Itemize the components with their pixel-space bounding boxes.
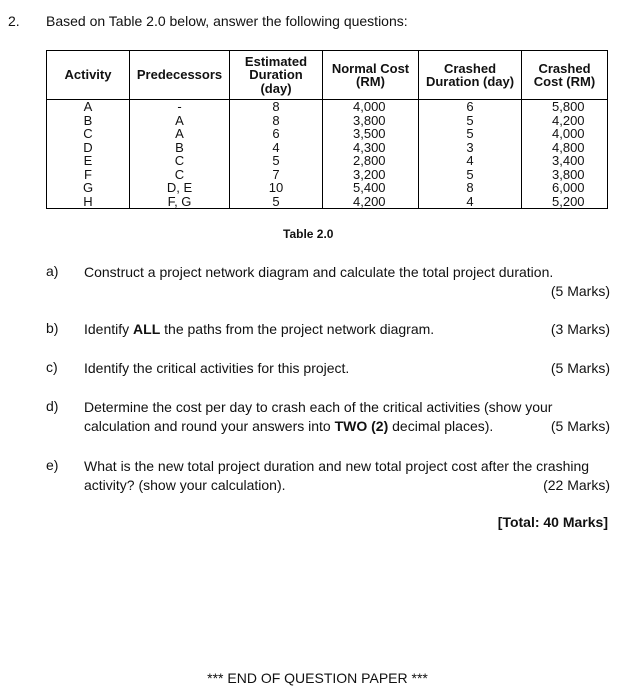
data-table <box>46 50 608 209</box>
table-row <box>47 100 608 114</box>
header-predecessors: Predecessors <box>130 51 230 100</box>
cell-estimated-duration: 8 <box>230 100 323 114</box>
cell-normal-cost: 3,500 <box>323 127 419 141</box>
header-crashed-cost: Crashed Cost (RM) <box>522 51 608 100</box>
cell-predecessors: F, G <box>130 195 230 209</box>
table-row <box>47 168 608 182</box>
cell-crashed-duration: 4 <box>419 154 522 168</box>
part-a-label: a) <box>46 263 59 279</box>
cell-normal-cost: 3,200 <box>323 168 419 182</box>
cell-normal-cost: 2,800 <box>323 154 419 168</box>
part-e-line2: activity? (show your calculation). <box>84 477 286 493</box>
header-activity: Activity <box>47 51 130 100</box>
cell-estimated-duration: 8 <box>230 114 323 128</box>
part-e-marks: (22 Marks) <box>543 477 610 493</box>
cell-activity: D <box>47 141 130 155</box>
part-b-marks: (3 Marks) <box>550 321 610 337</box>
cell-crashed-duration: 5 <box>419 168 522 182</box>
table-row <box>47 154 608 168</box>
cell-estimated-duration: 5 <box>230 154 323 168</box>
part-d-marks: (5 Marks) <box>550 418 610 434</box>
cell-predecessors: C <box>130 168 230 182</box>
cell-predecessors: A <box>130 127 230 141</box>
cell-activity: C <box>47 127 130 141</box>
header-crashed-duration: Crashed Duration (day) <box>419 51 522 100</box>
part-c-marks: (5 Marks) <box>550 360 610 376</box>
cell-predecessors: D, E <box>130 181 230 195</box>
cell-normal-cost: 4,000 <box>323 100 419 114</box>
cell-predecessors: C <box>130 154 230 168</box>
cell-activity: E <box>47 154 130 168</box>
part-b-text-bold: ALL <box>133 321 161 337</box>
cell-estimated-duration: 6 <box>230 127 323 141</box>
table-row <box>47 181 608 195</box>
cell-normal-cost: 4,300 <box>323 141 419 155</box>
cell-crashed-duration: 5 <box>419 114 522 128</box>
cell-estimated-duration: 5 <box>230 195 323 209</box>
cell-crashed-cost: 4,000 <box>522 127 608 141</box>
cell-activity: H <box>47 195 130 209</box>
cell-normal-cost: 5,400 <box>323 181 419 195</box>
part-c-label: c) <box>46 359 58 375</box>
question-intro: Based on Table 2.0 below, answer the following questions: <box>46 13 408 29</box>
part-d-line1: Determine the cost per day to crash each of the critical activities (show your <box>84 399 553 415</box>
part-d-label: d) <box>46 398 59 414</box>
cell-crashed-cost: 3,800 <box>522 168 608 182</box>
cell-crashed-duration: 6 <box>419 100 522 114</box>
cell-predecessors: - <box>130 100 230 114</box>
cell-activity: A <box>47 100 130 114</box>
part-b-label: b) <box>46 320 59 336</box>
part-d-line2-bold: TWO (2) <box>334 418 389 434</box>
total-marks: [Total: 40 Marks] <box>497 514 608 530</box>
cell-crashed-cost: 6,000 <box>522 181 608 195</box>
part-b-text-post: the paths from the project network diagram. <box>160 321 435 337</box>
cell-predecessors: A <box>130 114 230 128</box>
table-caption: Table 2.0 <box>283 227 334 241</box>
cell-predecessors: B <box>130 141 230 155</box>
cell-crashed-cost: 5,200 <box>522 195 608 209</box>
cell-crashed-cost: 3,400 <box>522 154 608 168</box>
cell-normal-cost: 3,800 <box>323 114 419 128</box>
table-row <box>47 195 608 209</box>
cell-activity: B <box>47 114 130 128</box>
part-b-text-pre: Identify <box>84 321 134 337</box>
cell-crashed-duration: 5 <box>419 127 522 141</box>
cell-normal-cost: 4,200 <box>323 195 419 209</box>
part-e-line1: What is the new total project duration and new total project cost after the crashing <box>84 458 590 474</box>
cell-crashed-duration: 3 <box>419 141 522 155</box>
question-number: 2. <box>8 13 20 29</box>
end-of-paper: *** END OF QUESTION PAPER *** <box>207 670 428 686</box>
cell-crashed-cost: 4,200 <box>522 114 608 128</box>
table-row <box>47 114 608 128</box>
part-a-text: Construct a project network diagram and calculate the total project duration. <box>84 264 554 280</box>
cell-estimated-duration: 7 <box>230 168 323 182</box>
cell-estimated-duration: 4 <box>230 141 323 155</box>
table-header-row <box>47 51 608 100</box>
cell-crashed-cost: 5,800 <box>522 100 608 114</box>
cell-crashed-cost: 4,800 <box>522 141 608 155</box>
part-e-label: e) <box>46 457 59 473</box>
table-row <box>47 141 608 155</box>
cell-activity: G <box>47 181 130 195</box>
part-a-marks: (5 Marks) <box>550 283 610 299</box>
cell-activity: F <box>47 168 130 182</box>
part-d-line2-post: decimal places). <box>388 418 494 434</box>
cell-estimated-duration: 10 <box>230 181 323 195</box>
cell-crashed-duration: 8 <box>419 181 522 195</box>
part-c-text: Identify the critical activities for this project. <box>84 360 350 376</box>
part-d-line2-pre: calculation and round your answers into <box>84 418 335 434</box>
cell-crashed-duration: 4 <box>419 195 522 209</box>
header-normal-cost: Normal Cost (RM) <box>323 51 419 100</box>
table-row <box>47 127 608 141</box>
header-estimated-duration: Estimated Duration (day) <box>230 51 323 100</box>
